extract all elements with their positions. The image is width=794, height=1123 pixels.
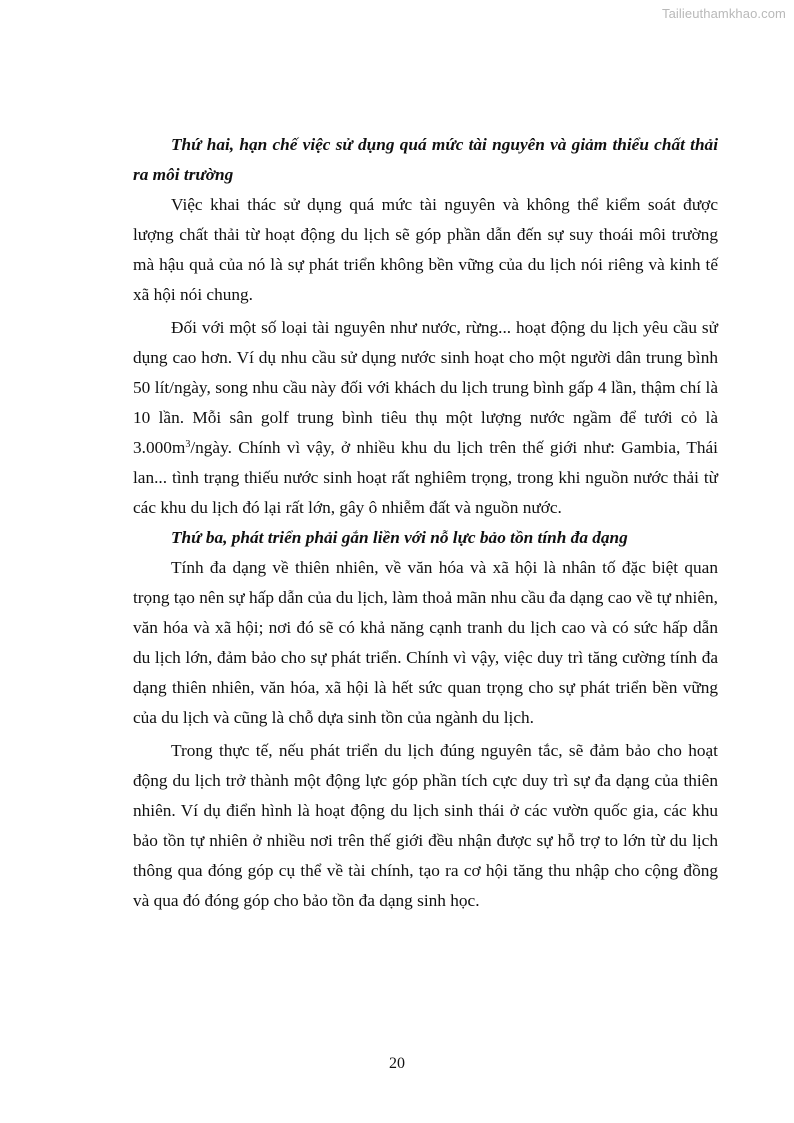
paragraph-water-usage-part1: Đối với một số loại tài nguyên như nước, rừng... hoạt động du lịch yêu cầu sử dụng cao hơn. Ví dụ nhu cầu sử dụng nước sinh hoạt cho một người dân trung bình 50 lít/ngày, song nhu cầu này đối với khách du lịch trung bình gấp 4 lần, thậm chí là 10 lần. Mỗi sân golf trung bình tiêu thụ một lượng nước ngầm để tưới cỏ là 3.000m: [133, 318, 718, 457]
paragraph-diversity: Tính đa dạng về thiên nhiên, về văn hóa và xã hội là nhân tố đặc biệt quan trọng tạo nên sự hấp dẫn của du lịch, làm thoả mãn nhu cầu đa dạng cao về tự nhiên, văn hóa và xã hội; nơi đó sẽ có khả năng cạnh tranh du lịch cao và có sức hấp dẫn du lịch lớn, đảm bảo cho sự phát triển. Chính vì vậy, việc duy trì tăng cường tính đa dạng thiên nhiên, văn hóa, xã hội là hết sức quan trọng cho sự phát triển bền vững của du lịch và cũng là chỗ dựa sinh tồn của ngành du lịch.: [133, 558, 718, 727]
document-body: [133, 130, 718, 916]
paragraph-ecotourism: Trong thực tế, nếu phát triển du lịch đúng nguyên tắc, sẽ đảm bảo cho hoạt động du lịch trở thành một động lực góp phần tích cực duy trì sự đa dạng của thiên nhiên. Ví dụ điển hình là hoạt động du lịch sinh thái ở các vườn quốc gia, các khu bảo tồn tự nhiên ở nhiều nơi trên thế giới đều nhận được sự hỗ trợ to lớn từ du lịch thông qua đóng góp cụ thể về tài chính, tạo ra cơ hội tăng thu nhập cho cộng đồng và qua đó đóng góp cho bảo tồn đa dạng sinh học.: [133, 741, 718, 910]
paragraph-resource-overuse: Việc khai thác sử dụng quá mức tài nguyên và không thể kiểm soát được lượng chất thải từ hoạt động du lịch sẽ góp phần dẫn đến sự suy thoái môi trường mà hậu quả của nó là sự phát triển không bền vững của du lịch nói riêng và kinh tế xã hội nói chung.: [133, 195, 718, 304]
superscript-cubic: 3: [185, 439, 191, 450]
section-heading-second: Thứ hai, hạn chế việc sử dụng quá mức tài nguyên và giảm thiểu chất thải ra môi trường: [133, 135, 718, 184]
section-heading-third: Thứ ba, phát triển phải gắn liền với nỗ lực bảo tồn tính đa dạng: [171, 528, 628, 547]
paragraph-water-usage-part2: /ngày. Chính vì vậy, ở nhiều khu du lịch trên thế giới như: Gambia, Thái lan... tình trạng thiếu nước sinh hoạt rất nghiêm trọng, trong khi nguồn nước thải từ các khu du lịch đó lại rất lớn, gây ô nhiễm đất và nguồn nước.: [133, 438, 718, 517]
paragraph-water-usage: [133, 313, 718, 523]
page-number: 20: [389, 1055, 405, 1072]
watermark: Tailieuthamkhao.com: [661, 6, 786, 21]
